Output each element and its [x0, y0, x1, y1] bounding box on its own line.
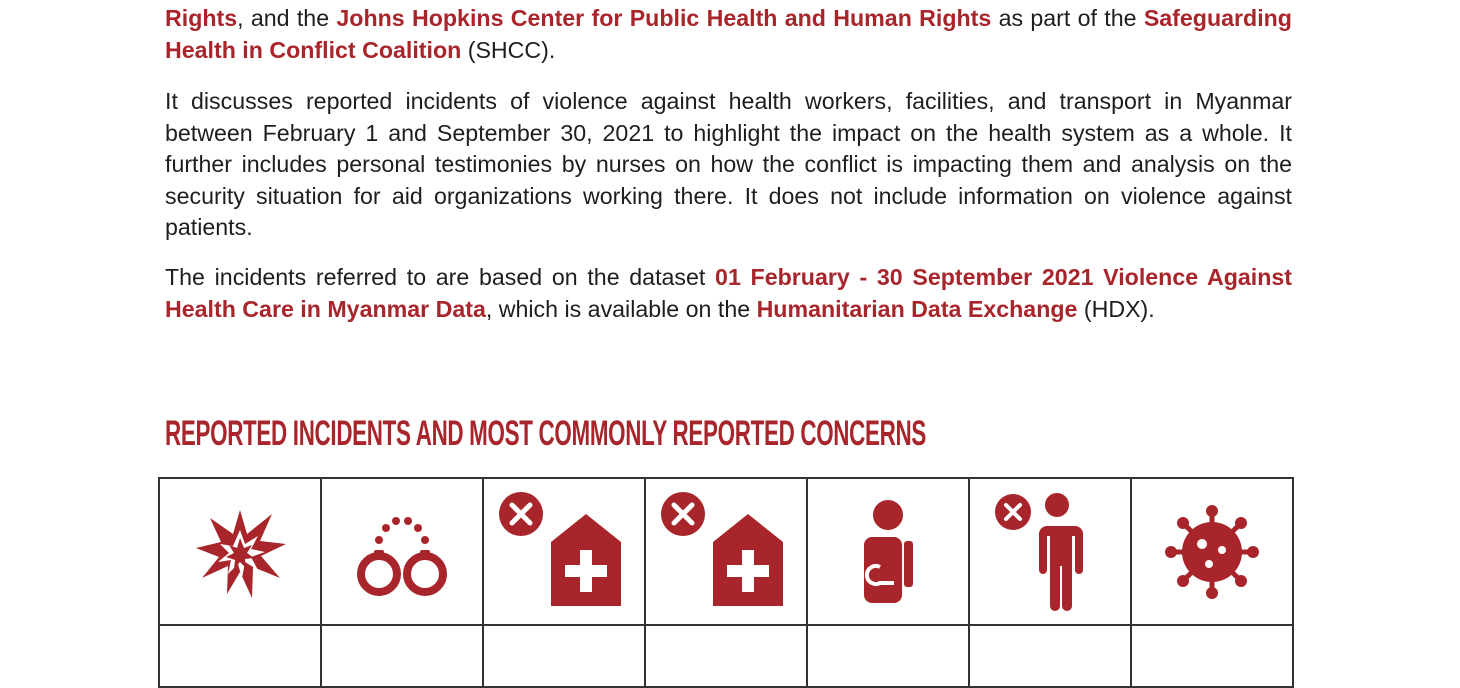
data-cell: [321, 625, 483, 687]
data-cell: [807, 625, 969, 687]
data-cell: [159, 625, 321, 687]
intro-paragraph: [165, 3, 1292, 66]
link-rights[interactable]: Rights: [165, 5, 238, 31]
explosion-icon: [190, 502, 290, 602]
link-shcc[interactable]: Safeguarding Health in Conflict Coalition: [165, 5, 1292, 63]
icon-cell: [969, 478, 1131, 625]
text-segment: as part of the: [991, 5, 1144, 31]
text-segment: , which is available on the: [485, 295, 757, 322]
facility-closed-icon: [661, 492, 791, 612]
virus-icon: [1162, 502, 1262, 602]
worker-removed-icon: [995, 492, 1105, 612]
injured-worker-icon: [838, 497, 938, 607]
data-cell: [969, 625, 1131, 687]
icon-row: [159, 478, 1293, 625]
link-hdx[interactable]: Humanitarian Data Exchange: [756, 295, 1078, 322]
scope-paragraph: It discusses reported incidents of violence against health workers, facilities, and transport in Myanmar between February 1 and September 30, 2021 to highlight the impact on the health system as a whole. It further includes personal testimonies by nurses on how the conflict is impacting them and analysis on the security situation for aid organizations working there. It does not include information on violence against patients.: [165, 88, 1292, 240]
text-segment: (SHCC).: [461, 36, 556, 63]
text-segment: (HDX).: [1077, 295, 1155, 322]
icon-cell: [645, 478, 807, 625]
icon-cell: [321, 478, 483, 625]
handcuffs-icon: [352, 502, 452, 602]
data-row: [159, 625, 1293, 687]
icon-cell: [483, 478, 645, 625]
text-segment: The incidents referred to are based on the dataset: [165, 264, 716, 290]
data-cell: [645, 625, 807, 687]
data-cell: [483, 625, 645, 687]
facility-closed-icon: [499, 492, 629, 612]
data-cell: [1131, 625, 1293, 687]
icon-cell: [159, 478, 321, 625]
text-segment: , and the: [237, 5, 337, 31]
icon-cell: [1131, 478, 1293, 625]
link-johns-hopkins[interactable]: Johns Hopkins Center for Public Health and Human Rights: [336, 5, 992, 31]
icon-cell: [807, 478, 969, 625]
dataset-paragraph: [165, 262, 1292, 325]
section-heading: REPORTED INCIDENTS AND MOST COMMONLY REPORTED CONCERNS: [165, 414, 926, 453]
incident-icons-table: [158, 477, 1294, 688]
link-dataset[interactable]: 01 February - 30 September 2021 Violence Against Health Care in Myanmar Data: [165, 264, 1292, 322]
